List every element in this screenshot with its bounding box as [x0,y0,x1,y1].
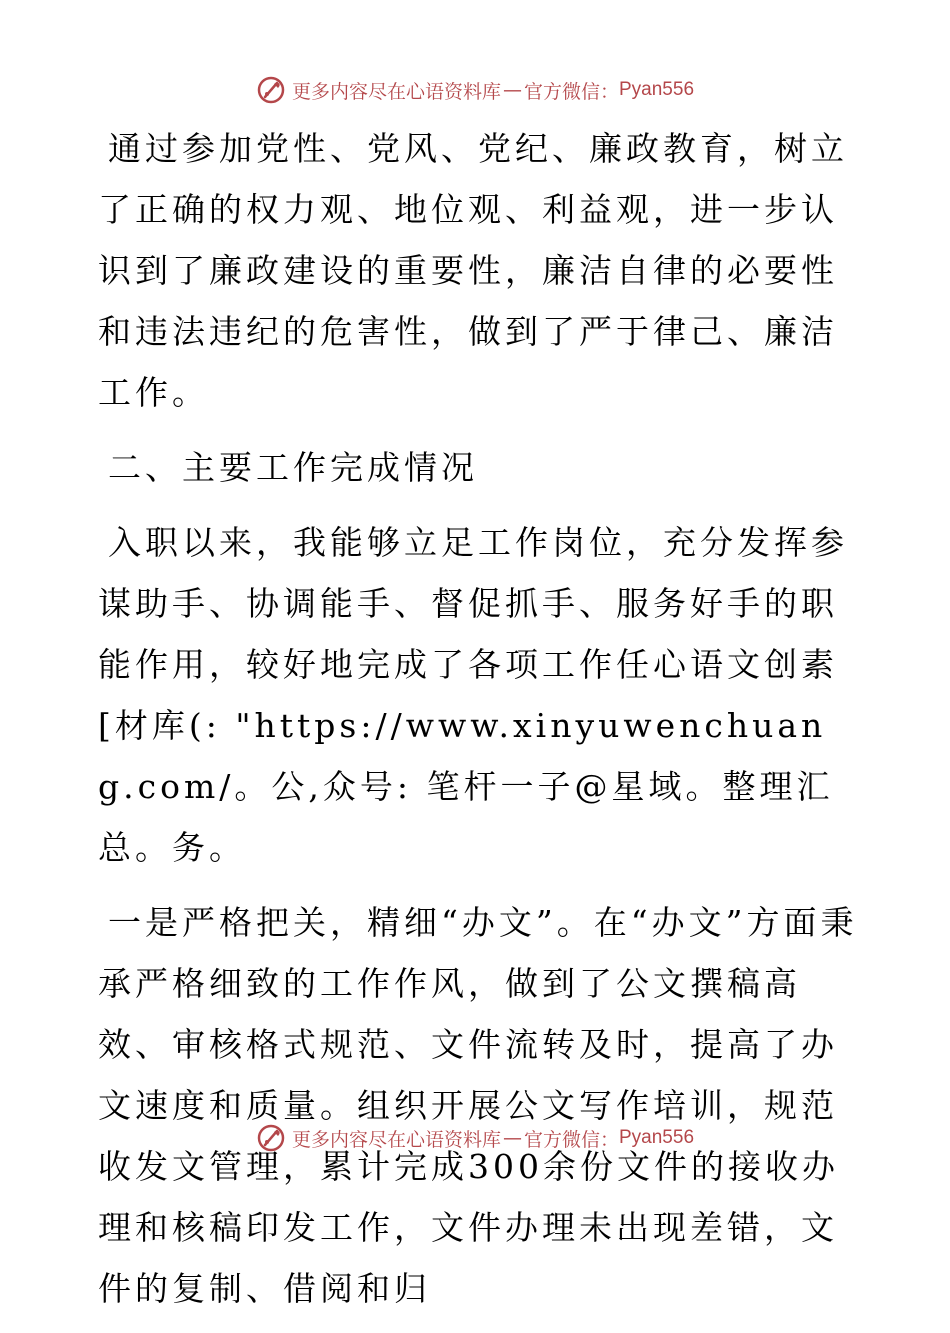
watermark-brand: 更多内容尽在心语资料库 [291,1128,501,1151]
watermark-wechat-id: Pyan556 [619,1127,695,1148]
quill-seal-icon [256,75,286,105]
paragraph-duties: 入职以来，我能够立足工作岗位，充分发挥参谋助手、协调能手、督促抓手、服务好手的职能作用，较好地完成了各项工作任心语文创素[材库(: "https://www.xinyuwenchuang.com/。公,众号: 笔杆一子@星域。整理汇总。务。 [98,523,848,867]
watermark-wechat-id: Pyan556 [619,79,695,100]
section-heading: 二、主要工作完成情况 [108,448,478,487]
watermark-wechat-label: 官方微信： [523,80,619,103]
watermark-dash: — [502,79,522,101]
quill-seal-icon [256,1123,286,1153]
paragraph-integrity: 通过参加党性、党风、党纪、廉政教育，树立了正确的权力观、地位观、利益观，进一步认识到了廉政建设的重要性，廉洁自律的必要性和违法违纪的危害性，做到了严于律己、廉洁工作。 [98,129,848,412]
watermark-header [0,70,950,110]
watermark-footer [0,1118,950,1158]
paragraph-document-handling: 一是严格把关，精细“办文”。在“办文”方面秉承严格细致的工作作风，做到了公文撰稿高效、审核格式规范、文件流转及时，提高了办文速度和质量。组织开展公文写作培训，规范收发文管理，累计完成300余份文件的接收办理和核稿印发工作，文件办理未出现差错，文件的复制、借阅和归 [98,903,858,1308]
watermark-dash: — [502,1127,522,1149]
watermark-wechat-label: 官方微信： [523,1128,619,1151]
watermark-brand: 更多内容尽在心语资料库 [291,80,501,103]
